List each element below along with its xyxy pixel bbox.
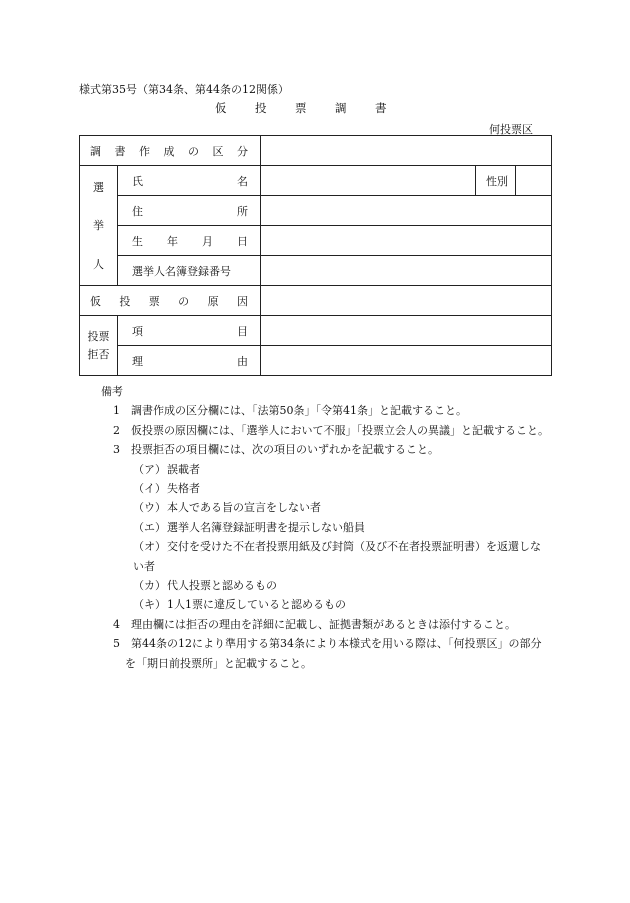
- label-char: 人: [93, 258, 104, 272]
- label-char: 名: [237, 174, 248, 188]
- note-item: 1 調書作成の区分欄には、「法第50条」「令第41条」と記載すること。: [113, 404, 467, 418]
- sub-item-mark: （エ）: [133, 520, 166, 534]
- label-char: 挙: [93, 219, 104, 233]
- row-provisional-reason: [80, 286, 552, 316]
- note-sub-item: [79, 498, 549, 517]
- row-document-category: [80, 136, 552, 166]
- notes-section: [79, 382, 549, 673]
- form-number: 様式第35号（第34条、第44条の12関係）: [79, 83, 289, 96]
- gender-label: 性別: [476, 166, 516, 196]
- provisional-reason-value-cell[interactable]: [261, 286, 552, 316]
- item-value-cell[interactable]: [261, 316, 552, 346]
- label-char: 作: [139, 144, 150, 158]
- name-value-cell[interactable]: [261, 166, 476, 196]
- note-item: 3 投票拒否の項目欄には、次の項目のいずれかを記載すること。: [113, 443, 439, 457]
- sub-item-mark: （オ）: [133, 540, 166, 554]
- address-label: [118, 196, 261, 226]
- dob-label: [118, 226, 261, 256]
- address-value-cell[interactable]: [261, 196, 552, 226]
- elector-group-label: [80, 166, 118, 286]
- doc-category-value-cell[interactable]: [261, 136, 552, 166]
- sub-item-mark: （ア）: [133, 462, 166, 476]
- doc-category-label: [80, 136, 261, 166]
- note-sub-item: [79, 576, 549, 595]
- label-char: 書: [114, 144, 126, 158]
- gender-value-cell[interactable]: [516, 166, 552, 196]
- label-char: 原: [207, 294, 219, 308]
- label-char: 区: [212, 144, 224, 158]
- note-item: 4 理由欄には拒否の理由を詳細に記載し、証拠書類があるときは添付すること。: [113, 617, 516, 631]
- sub-item-mark: （ウ）: [133, 501, 166, 515]
- label-char: 調: [90, 144, 101, 158]
- row-address: [80, 196, 552, 226]
- sub-item-text: 失格者: [167, 482, 200, 496]
- row-registry-number: [80, 256, 552, 286]
- sub-item-mark: （キ）: [133, 598, 166, 612]
- label-char: 因: [236, 294, 248, 308]
- name-label: [118, 166, 261, 196]
- title-char: 調: [335, 101, 347, 115]
- row-refusal-reason: [80, 346, 552, 376]
- district-label: 何投票区: [489, 123, 533, 136]
- document-title: [215, 100, 415, 116]
- label-char: 所: [237, 204, 248, 218]
- title-char: 票: [295, 101, 307, 115]
- label-char: 投: [119, 294, 131, 308]
- label-line: 投票: [87, 329, 110, 343]
- reason-value-cell[interactable]: [261, 346, 552, 376]
- sub-item-text: 誤載者: [167, 462, 200, 476]
- note-sub-item: [79, 518, 549, 537]
- label-char: の: [188, 144, 199, 158]
- label-char: 成: [163, 144, 175, 158]
- notes-heading: 備考: [101, 385, 123, 398]
- label-char: 住: [132, 204, 143, 218]
- label-line: 拒否: [87, 347, 110, 361]
- sub-item-text: 本人である旨の宣言をしない者: [167, 501, 321, 515]
- label-char: 年: [167, 234, 178, 248]
- note-sub-item: [79, 479, 549, 498]
- sub-item-mark: （カ）: [133, 579, 166, 593]
- sub-item-mark: （イ）: [133, 482, 166, 496]
- refusal-group-label: [80, 316, 118, 376]
- label-char: 選: [93, 180, 104, 194]
- provisional-reason-label: [80, 286, 261, 316]
- label-char: 項: [132, 324, 143, 338]
- sub-item-text: 1人1票に違反していると認めるもの: [167, 598, 346, 612]
- note-sub-item: [79, 537, 549, 576]
- label-char: 仮: [90, 294, 101, 308]
- reason-label: [118, 346, 261, 376]
- label-char: の: [178, 294, 190, 308]
- provisional-vote-form-table: [79, 135, 552, 376]
- label-char: 目: [237, 324, 248, 338]
- label-char: 生: [132, 234, 143, 248]
- label-char: 日: [237, 234, 248, 248]
- label-char: 月: [202, 234, 213, 248]
- sub-item-text: 交付を受けた不在者投票用紙及び封筒（及び不在者投票証明書）を返還しない者: [133, 540, 541, 573]
- label-char: 分: [237, 144, 248, 158]
- note-sub-item: [79, 460, 549, 479]
- title-char: 仮: [215, 101, 227, 115]
- label-char: 理: [132, 354, 143, 368]
- note-item: 2 仮投票の原因欄には、「選挙人において不服」「投票立会人の異議」と記載すること。: [113, 423, 549, 437]
- sub-item-text: 選挙人名簿登録証明書を提示しない船員: [167, 520, 365, 534]
- label-char: 由: [237, 354, 248, 368]
- label-char: 氏: [132, 174, 143, 188]
- title-char: 投: [255, 101, 267, 115]
- registry-number-label: 選挙人名簿登録番号: [118, 256, 261, 286]
- note-item: 5 第44条の12により準用する第34条により本様式を用いる際は、「何投票区」の部分を「期日前投票所」と記載すること。: [113, 637, 542, 670]
- row-name: [80, 166, 552, 196]
- dob-value-cell[interactable]: [261, 226, 552, 256]
- row-refusal-item: [80, 316, 552, 346]
- note-sub-item: [79, 595, 549, 614]
- registry-number-value-cell[interactable]: [261, 256, 552, 286]
- sub-item-text: 代人投票と認めるもの: [167, 579, 277, 593]
- title-char: 書: [375, 101, 387, 115]
- row-dob: [80, 226, 552, 256]
- item-label: [118, 316, 261, 346]
- label-char: 票: [148, 294, 160, 308]
